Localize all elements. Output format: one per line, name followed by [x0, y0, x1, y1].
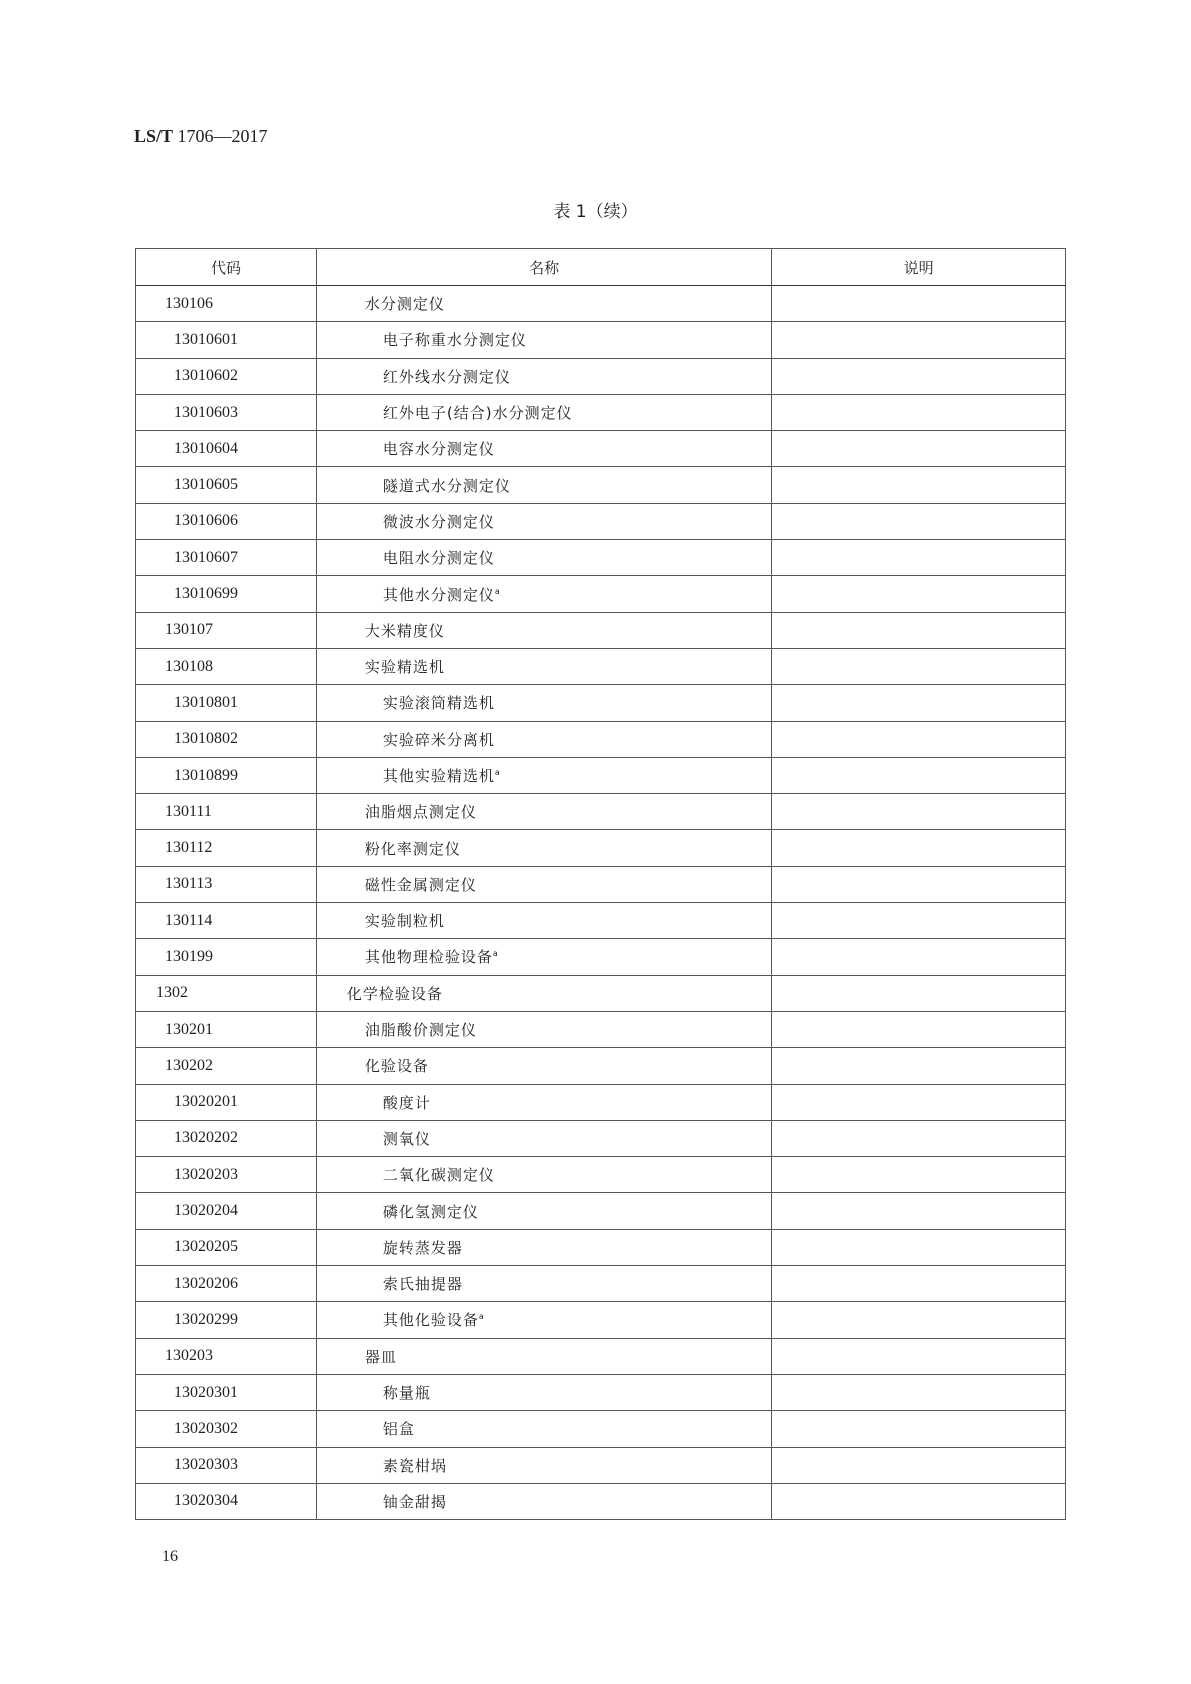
row-code: 13010801	[136, 685, 317, 721]
row-code: 13020206	[136, 1266, 317, 1302]
table-row	[136, 286, 1066, 322]
table-row	[136, 1302, 1066, 1338]
row-note	[772, 1374, 1066, 1410]
row-name-text: 索氏抽提器	[382, 1275, 463, 1294]
table-row	[136, 794, 1066, 830]
row-code: 13020303	[136, 1447, 317, 1483]
row-note	[772, 467, 1066, 503]
table-row	[136, 1084, 1066, 1120]
row-name-text: 器皿	[364, 1347, 397, 1366]
footnote-marker: a	[494, 768, 501, 777]
row-note	[772, 903, 1066, 939]
row-note	[772, 1157, 1066, 1193]
row-name-text: 测氧仪	[382, 1129, 431, 1148]
row-name	[316, 939, 771, 975]
row-name-text: 其他化验设备	[382, 1311, 479, 1330]
row-note	[772, 431, 1066, 467]
row-code: 1302	[136, 975, 317, 1011]
row-code: 13020201	[136, 1084, 317, 1120]
row-name	[316, 503, 771, 539]
row-name	[316, 648, 771, 684]
row-name	[316, 1374, 771, 1410]
row-name-text: 油脂酸价测定仪	[364, 1021, 477, 1040]
table-title: 表 1（续）	[553, 202, 638, 222]
row-code: 13010607	[136, 540, 317, 576]
row-name	[316, 322, 771, 358]
row-note	[772, 358, 1066, 394]
row-name	[316, 1338, 771, 1374]
row-code: 13010899	[136, 757, 317, 793]
column-header-name: 名称	[316, 249, 771, 286]
table-row	[136, 866, 1066, 902]
doc-number: 1706—2017	[177, 126, 268, 146]
table-row	[136, 467, 1066, 503]
row-name	[316, 903, 771, 939]
row-code: 130201	[136, 1011, 317, 1047]
table-row	[136, 939, 1066, 975]
row-code: 130107	[136, 612, 317, 648]
row-code: 130112	[136, 830, 317, 866]
table-row	[136, 903, 1066, 939]
row-name-text: 二氧化碳测定仪	[382, 1166, 495, 1185]
row-note	[772, 540, 1066, 576]
row-note	[772, 685, 1066, 721]
row-name	[316, 1266, 771, 1302]
row-code: 13010603	[136, 394, 317, 430]
row-name-text: 铀金甜揭	[382, 1492, 447, 1511]
row-name-text: 酸度计	[382, 1093, 431, 1112]
row-note	[772, 721, 1066, 757]
row-name-text: 实验滚筒精选机	[382, 694, 495, 713]
row-code: 13020299	[136, 1302, 317, 1338]
row-code: 13010601	[136, 322, 317, 358]
table-row	[136, 1193, 1066, 1229]
row-code: 13010699	[136, 576, 317, 612]
row-name-text: 素瓷柑埚	[382, 1456, 447, 1475]
row-name-text: 实验制粒机	[364, 912, 445, 931]
row-name-text: 实验碎米分离机	[382, 730, 495, 749]
row-name-text: 磁性金属测定仪	[364, 875, 477, 894]
column-header-code: 代码	[136, 249, 317, 286]
table-row	[136, 1411, 1066, 1447]
table-row	[136, 1048, 1066, 1084]
row-name-text: 其他实验精选机	[382, 767, 495, 785]
table-row	[136, 1266, 1066, 1302]
row-name-text: 红外线水分测定仪	[382, 367, 511, 386]
table-row	[136, 1011, 1066, 1047]
row-name	[316, 1302, 771, 1338]
row-name	[316, 1084, 771, 1120]
row-note	[772, 757, 1066, 793]
row-name-text: 旋转蒸发器	[382, 1238, 463, 1257]
row-name	[316, 1193, 771, 1229]
row-name-text: 电阻水分测定仪	[382, 549, 495, 568]
footnote-marker: a	[492, 949, 499, 959]
table-row	[136, 1447, 1066, 1483]
row-code: 13010602	[136, 358, 317, 394]
row-name-text: 称量瓶	[382, 1384, 431, 1403]
row-note	[772, 648, 1066, 684]
row-name	[316, 612, 771, 648]
row-code: 130108	[136, 648, 317, 684]
row-code: 130114	[136, 903, 317, 939]
row-note	[772, 1084, 1066, 1120]
table-header-row	[136, 249, 1066, 286]
table-row	[136, 721, 1066, 757]
table-row	[136, 431, 1066, 467]
row-note	[772, 939, 1066, 975]
row-note	[772, 612, 1066, 648]
row-name-text: 磷化氢测定仪	[382, 1202, 479, 1221]
row-name-text: 红外电子(结合)水分测定仪	[382, 404, 573, 423]
row-note	[772, 830, 1066, 866]
row-code: 130111	[136, 794, 317, 830]
table-row	[136, 830, 1066, 866]
row-name-text: 粉化率测定仪	[364, 839, 461, 858]
row-note	[772, 322, 1066, 358]
row-code: 13020302	[136, 1411, 317, 1447]
footnote-marker: a	[494, 586, 501, 596]
row-note	[772, 1229, 1066, 1265]
row-code: 13020301	[136, 1374, 317, 1410]
row-note	[772, 1483, 1066, 1519]
row-name-text: 水分测定仪	[364, 295, 445, 314]
row-name	[316, 394, 771, 430]
row-name-text: 其他水分测定仪	[382, 585, 495, 604]
row-name	[316, 721, 771, 757]
row-code: 13010802	[136, 721, 317, 757]
row-name-text: 大米精度仪	[364, 621, 445, 640]
row-name-text: 化验设备	[364, 1057, 429, 1076]
table-row	[136, 1120, 1066, 1156]
column-header-note: 说明	[772, 249, 1066, 286]
row-code: 130202	[136, 1048, 317, 1084]
row-name	[316, 830, 771, 866]
row-name-text: 其他物理检验设备	[364, 948, 493, 967]
table-row	[136, 1338, 1066, 1374]
row-note	[772, 1266, 1066, 1302]
table-row	[136, 358, 1066, 394]
row-code: 13020204	[136, 1193, 317, 1229]
row-note	[772, 1338, 1066, 1374]
table-row	[136, 648, 1066, 684]
row-note	[772, 1120, 1066, 1156]
row-name	[316, 540, 771, 576]
table-row	[136, 1157, 1066, 1193]
table-row	[136, 975, 1066, 1011]
row-note	[772, 1048, 1066, 1084]
row-code: 13010606	[136, 503, 317, 539]
row-name	[316, 1011, 771, 1047]
table-row	[136, 685, 1066, 721]
row-note	[772, 1411, 1066, 1447]
table-row	[136, 394, 1066, 430]
row-note	[772, 1011, 1066, 1047]
row-code: 130113	[136, 866, 317, 902]
table-row	[136, 322, 1066, 358]
row-note	[772, 866, 1066, 902]
row-name	[316, 576, 771, 612]
code-table	[135, 248, 1066, 1520]
document-number	[134, 126, 268, 147]
row-name-text: 微波水分测定仪	[382, 512, 495, 531]
row-name-text: 化学检验设备	[346, 984, 443, 1003]
row-name-text: 铝盒	[382, 1420, 415, 1439]
row-code: 13020205	[136, 1229, 317, 1265]
row-note	[772, 1302, 1066, 1338]
row-name-text: 隧道式水分测定仪	[382, 476, 511, 495]
row-note	[772, 794, 1066, 830]
row-note	[772, 975, 1066, 1011]
doc-prefix: LS/T	[134, 126, 174, 146]
row-name	[316, 467, 771, 503]
row-code: 130106	[136, 286, 317, 322]
row-name	[316, 1157, 771, 1193]
row-code: 13010604	[136, 431, 317, 467]
row-code: 130203	[136, 1338, 317, 1374]
row-name-text: 电子称重水分测定仪	[382, 331, 527, 350]
row-note	[772, 503, 1066, 539]
row-name-text: 油脂烟点测定仪	[364, 803, 477, 822]
row-code: 13020203	[136, 1157, 317, 1193]
row-name	[316, 1229, 771, 1265]
row-name-text: 电容水分测定仪	[382, 440, 495, 459]
row-name	[316, 975, 771, 1011]
footnote-marker: a	[478, 1312, 485, 1322]
row-name	[316, 1120, 771, 1156]
row-name	[316, 1411, 771, 1447]
row-name	[316, 685, 771, 721]
row-note	[772, 1447, 1066, 1483]
table-row	[136, 757, 1066, 793]
table-row	[136, 1374, 1066, 1410]
row-code: 13020304	[136, 1483, 317, 1519]
row-name	[316, 757, 771, 793]
row-name	[316, 1447, 771, 1483]
table-row	[136, 612, 1066, 648]
row-name-text: 实验精选机	[364, 658, 445, 677]
row-note	[772, 286, 1066, 322]
page-number: 16	[162, 1548, 178, 1565]
table-row	[136, 503, 1066, 539]
row-name	[316, 866, 771, 902]
row-code: 13010605	[136, 467, 317, 503]
row-name	[316, 1048, 771, 1084]
row-name	[316, 431, 771, 467]
row-name	[316, 794, 771, 830]
table-row	[136, 540, 1066, 576]
row-name	[316, 286, 771, 322]
row-code: 130199	[136, 939, 317, 975]
table-row	[136, 576, 1066, 612]
table-row	[136, 1229, 1066, 1265]
row-name	[316, 358, 771, 394]
row-code: 13020202	[136, 1120, 317, 1156]
row-note	[772, 394, 1066, 430]
row-note	[772, 1193, 1066, 1229]
table-row	[136, 1483, 1066, 1519]
row-name	[316, 1483, 771, 1519]
row-note	[772, 576, 1066, 612]
